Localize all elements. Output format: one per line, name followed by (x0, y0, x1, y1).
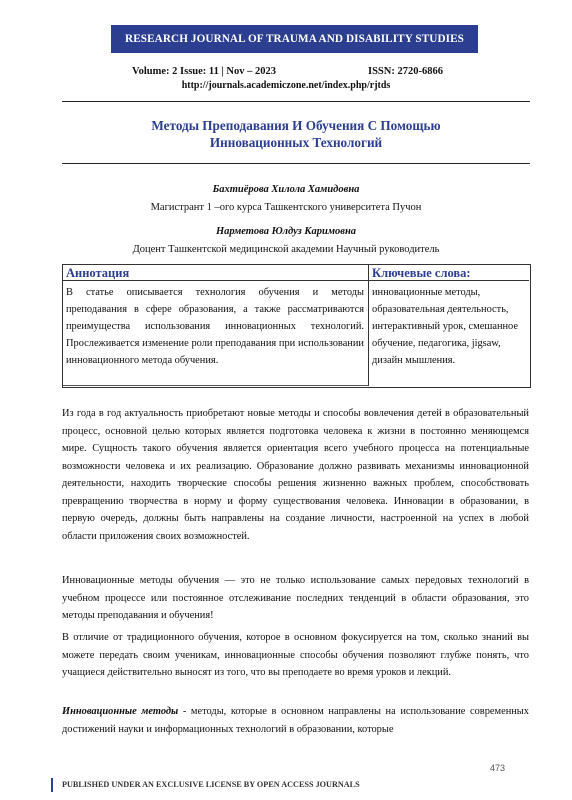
body-paragraph-2: Инновационные методы обучения — это не только использование самых передовых технологий в учебном процессе или постоянное отслеживание последних тенденций в области образования, это методы преподавания и обучения! (62, 575, 529, 621)
body-paragraph-4 (62, 703, 529, 738)
keywords-text: инновационные методы, образовательная деятельность, интерактивный урок, смешанное обучение, педагогика, jigsaw, дизайн мышления. (372, 287, 518, 366)
footer-accent-bar (51, 778, 53, 792)
author-1-name: Бахтиёрова Хилола Хамидовна (212, 184, 360, 195)
page-number: 473 (490, 763, 506, 773)
table-bottom-rule (63, 385, 368, 386)
journal-banner: RESEARCH JOURNAL OF TRAUMA AND DISABILITY STUDIES (111, 25, 478, 53)
author-1-affiliation: Магистрант 1 –ого курса Ташкентского университета Пучон (150, 202, 422, 213)
paragraph-4-text: - методы, которые в основном направлены на использование современных достижений науки и информационных технологий в образовании, которые (62, 706, 529, 735)
article-title (62, 117, 530, 151)
term-innovative-methods: Инновационные методы (62, 706, 179, 717)
abstract-heading: Аннотация (66, 266, 130, 280)
author-2-affiliation: Доцент Ташкентской медицинской академии Научный руководитель (132, 244, 440, 255)
volume-issue: Volume: 2 Issue: 11 | Nov – 2023 (132, 66, 276, 77)
body-paragraph-3: В отличие от традиционного обучения, которое в основном фокусируется на том, сколько знаний вы можете передать своим ученикам, инновационные способы обучения позволяют глубже понять, что учащиеся действительно выносят из того, что вы преподаете во время уроков и лекций. (62, 632, 529, 678)
footer-license: PUBLISHED UNDER AN EXCLUSIVE LICENSE BY OPEN ACCESS JOURNALS (62, 780, 360, 789)
divider (62, 163, 530, 164)
table-column-divider (368, 265, 369, 386)
author-2-name: Нарметова Юлдуз Каримовна (215, 226, 357, 237)
body-paragraph-1: Из года в год актуальность приобретают новые методы и способы вовлечения детей в образовательный процесс, основной целью которых является подготовка человека к жизни в постоянно меняющемся мире. Сущность такого обучения является ориентация всего учебного процесса на потенциальные возможности человека и их реализацию. Образование должно развивать механизмы инновационной деятельности, находить творческие способы решения жизненно важных проблем, способствовать превращению творчества в норму и форму существования человека. Инновации в образовании, в первую очередь, должны быть направлены на создание личности, настроенной на успех в любой области приложения своих возможностей. (62, 408, 529, 542)
divider (62, 101, 530, 102)
abstract-text: В статье описывается технология обучения и методы преподавания в сфере образования, а также рассматриваются преимущества использования инновационных технологий. Прослеживается изменение роли преподавания при использовании инновационного метода обучения. (66, 287, 364, 366)
keywords-heading: Ключевые слова: (372, 266, 471, 280)
issn: ISSN: 2720-6866 (368, 66, 443, 77)
title-line-1: Методы Преподавания И Обучения С Помощью (151, 118, 441, 133)
abstract-table (62, 264, 531, 388)
title-line-2: Инновационных Технологий (209, 135, 383, 150)
journal-url[interactable]: http://journals.academiczone.net/index.php/rjtds (181, 80, 391, 91)
